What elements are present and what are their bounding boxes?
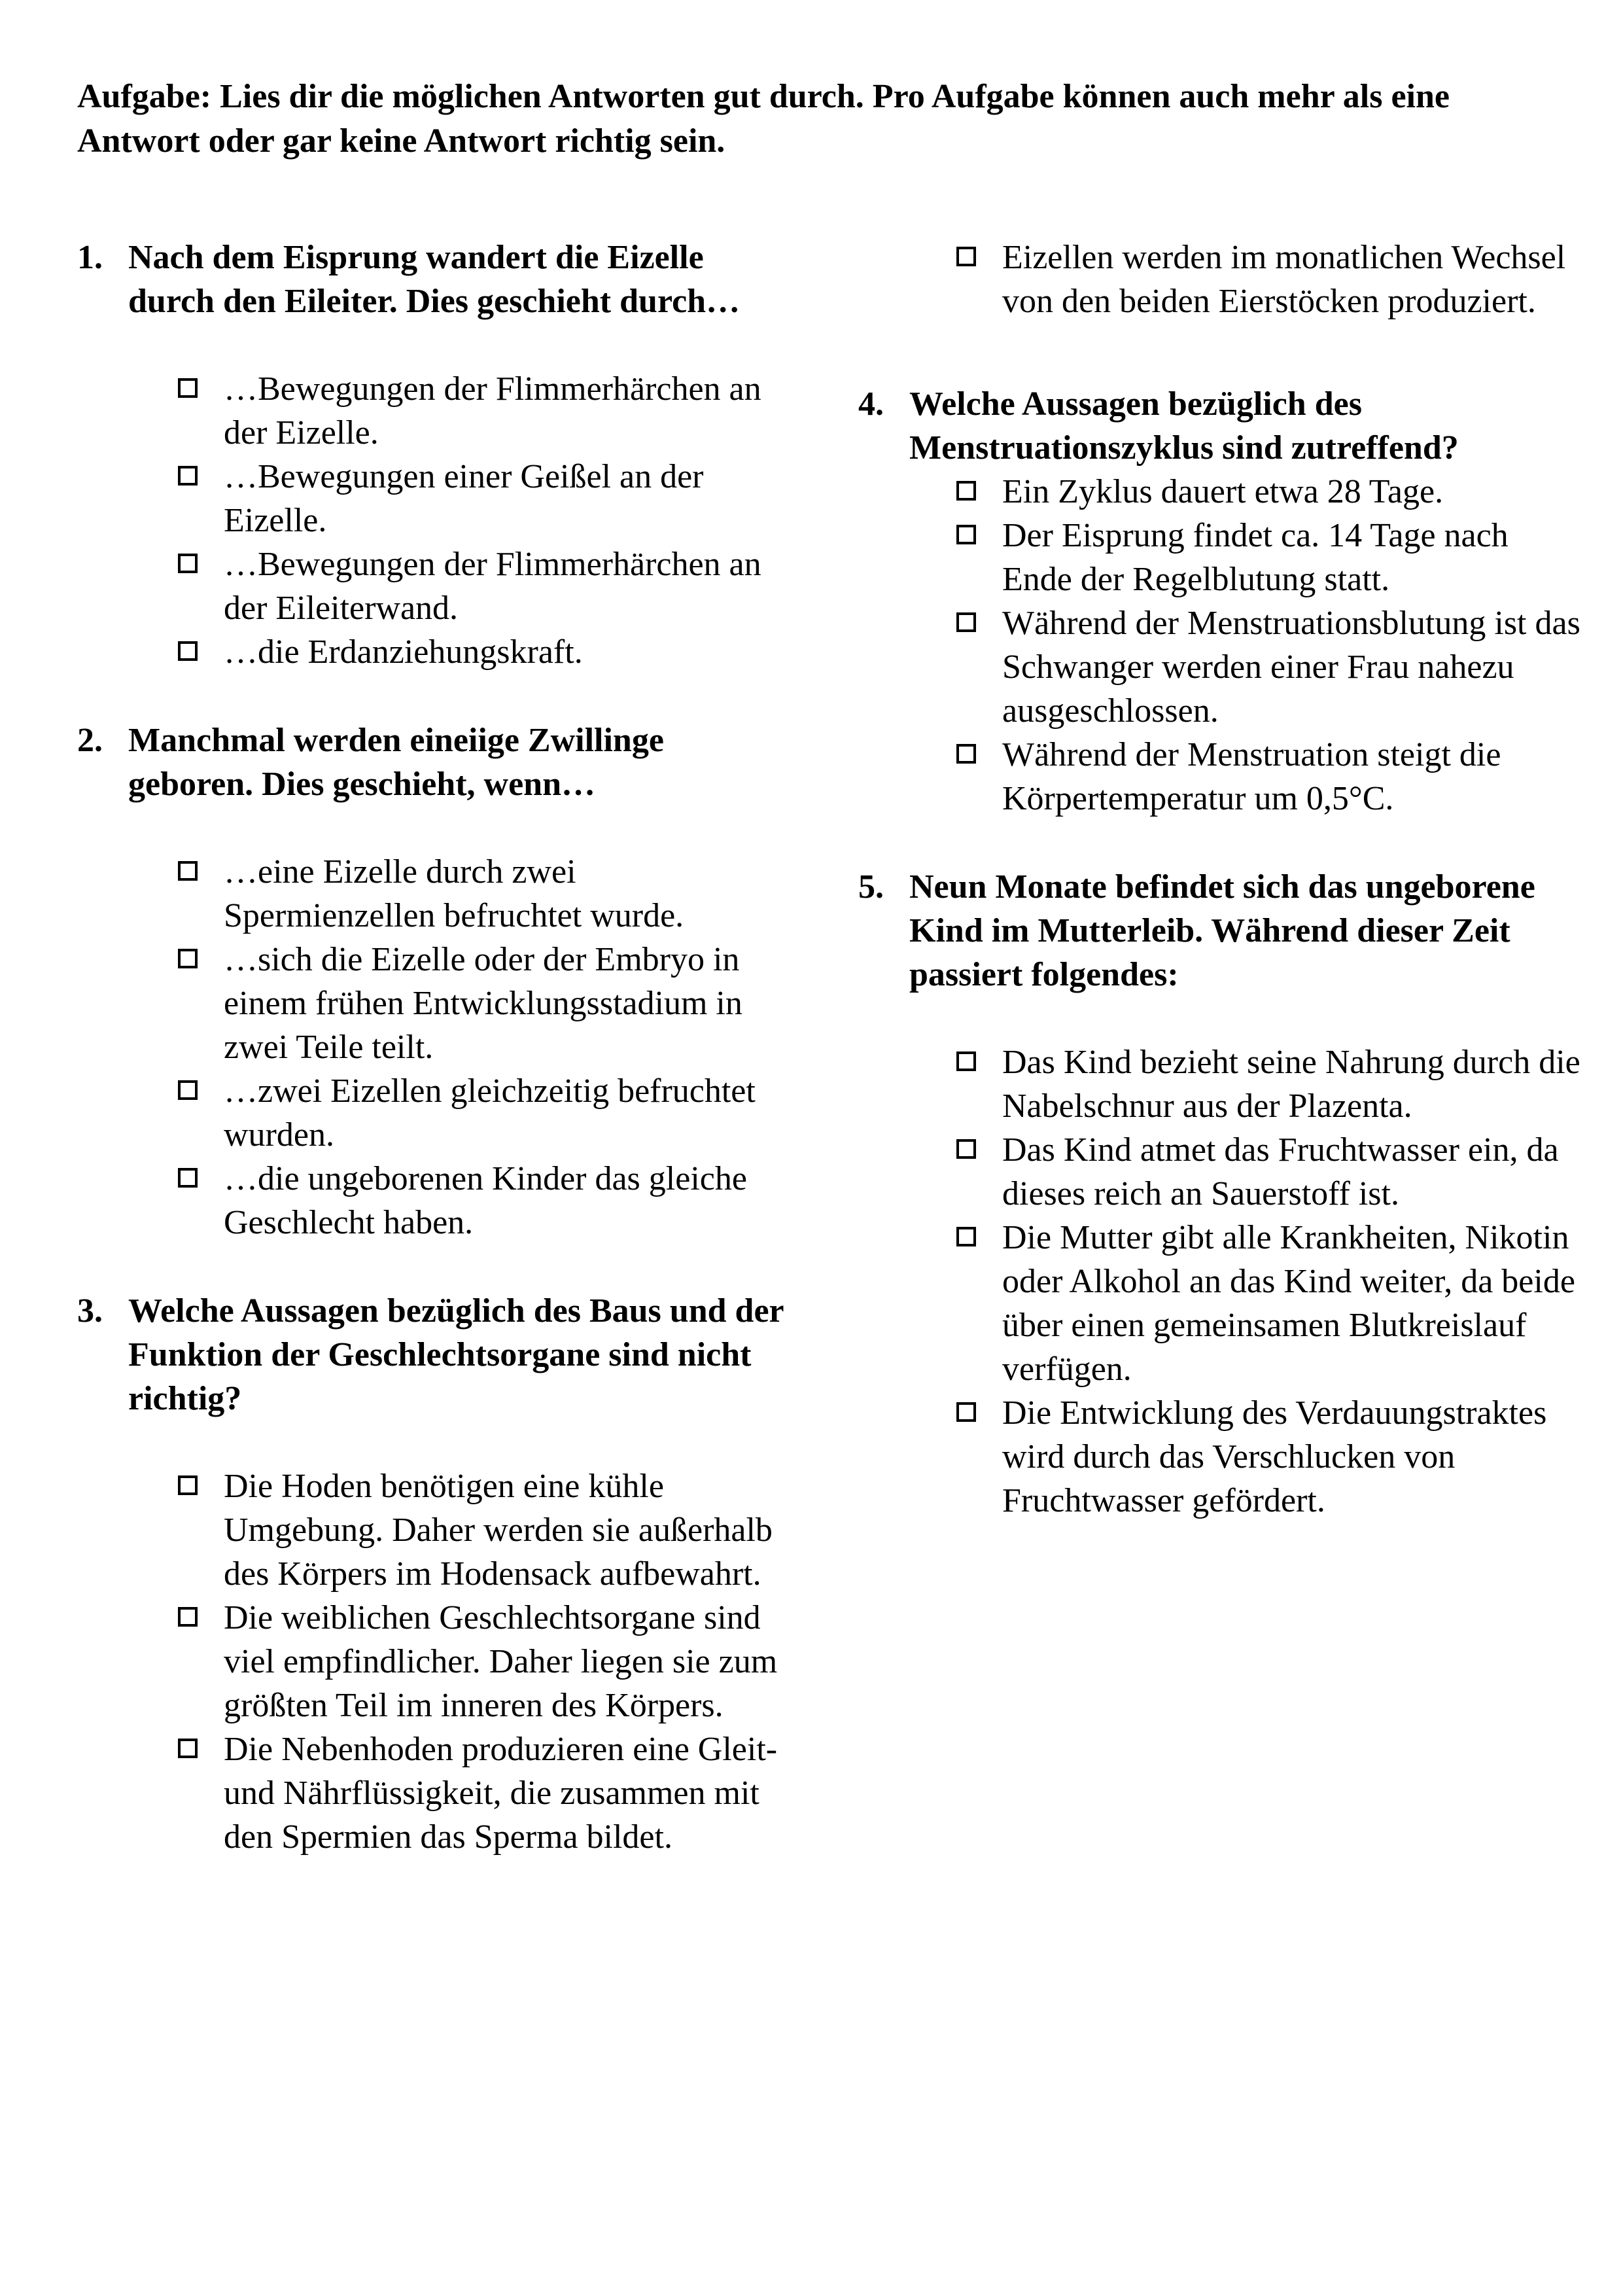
answer-option[interactable]: [956, 1391, 1584, 1523]
checkbox[interactable]: [178, 1168, 198, 1188]
option-label: Während der Menstruation steigt die Körpertemperatur um 0,5°C.: [1002, 736, 1501, 817]
checkbox[interactable]: [178, 378, 198, 398]
checkbox[interactable]: [178, 1475, 198, 1495]
checkbox[interactable]: [178, 949, 198, 968]
checkbox[interactable]: [178, 1607, 198, 1627]
answer-option[interactable]: [178, 630, 790, 674]
option-label: …Bewegungen der Flimmerhärchen an der Eizelle.: [224, 370, 761, 451]
answer-option[interactable]: [956, 601, 1584, 733]
question-5-text: [858, 865, 1584, 997]
checkbox[interactable]: [956, 744, 976, 764]
option-label: Das Kind atmet das Fruchtwasser ein, da dieses reich an Sauerstoff ist.: [1002, 1131, 1559, 1212]
checkbox[interactable]: [178, 861, 198, 881]
option-label: …die Erdanziehungskraft.: [224, 633, 583, 671]
checkbox[interactable]: [956, 247, 976, 266]
option-label: Ein Zyklus dauert etwa 28 Tage.: [1002, 473, 1444, 510]
answer-options: [956, 1040, 1584, 1523]
answer-options: [178, 1464, 790, 1859]
answer-option[interactable]: [956, 514, 1584, 601]
answer-option[interactable]: [956, 236, 1584, 323]
question-prompt: Welche Aussagen bezüglich des Baus und der Funktion der Geschlechtsorgane sind nicht richtig?: [128, 1292, 784, 1417]
option-label: Der Eisprung findet ca. 14 Tage nach Ende der Regelblutung statt.: [1002, 517, 1509, 598]
answer-option[interactable]: [178, 938, 790, 1069]
question-3: [77, 1289, 790, 1859]
option-label: Während der Menstruationsblutung ist das Schwanger werden einer Frau nahezu ausgeschlossen.: [1002, 605, 1580, 730]
question-number: 1.: [77, 239, 103, 276]
question-3-text: [77, 1289, 790, 1421]
option-label: …die ungeborenen Kinder das gleiche Geschlecht haben.: [224, 1160, 747, 1241]
checkbox[interactable]: [178, 1739, 198, 1758]
option-label: Eizellen werden im monatlichen Wechsel von den beiden Eierstöcken produziert.: [1002, 239, 1566, 320]
answer-options-continued: [956, 236, 1584, 323]
answer-option[interactable]: [178, 1069, 790, 1157]
question-1-text: [77, 236, 790, 323]
option-label: …Bewegungen einer Geißel an der Eizelle.: [224, 458, 704, 539]
answer-option[interactable]: [956, 733, 1584, 821]
answer-options: [178, 850, 790, 1245]
question-prompt: Neun Monate befindet sich das ungeborene Kind im Mutterleib. Während dieser Zeit passiert folgendes:: [909, 868, 1535, 993]
checkbox[interactable]: [178, 641, 198, 661]
question-number: 4.: [858, 385, 884, 423]
question-1: [77, 236, 790, 674]
question-number: 2.: [77, 722, 103, 759]
task-instruction: Aufgabe: Lies dir die möglichen Antworten gut durch. Pro Aufgabe können auch mehr als eine Antwort oder gar keine Antwort richtig sein.: [77, 78, 1450, 160]
option-label: Die Entwicklung des Verdauungstraktes wird durch das Verschlucken von Fruchtwasser gefördert.: [1002, 1394, 1547, 1519]
option-label: Das Kind bezieht seine Nahrung durch die Nabelschnur aus der Plazenta.: [1002, 1044, 1580, 1125]
option-label: …Bewegungen der Flimmerhärchen an der Eileiterwand.: [224, 546, 761, 627]
answer-option[interactable]: [956, 470, 1584, 514]
answer-option[interactable]: [178, 1596, 790, 1727]
option-label: Die Nebenhoden produzieren eine Gleit- und Nährflüssigkeit, die zusammen mit den Spermien das Sperma bildet.: [224, 1731, 778, 1856]
answer-option[interactable]: [178, 1727, 790, 1859]
question-2-text: [77, 718, 790, 806]
question-number: 5.: [858, 868, 884, 906]
answer-option[interactable]: [178, 367, 790, 455]
checkbox[interactable]: [178, 554, 198, 573]
left-column: [77, 236, 790, 1859]
right-column: [858, 236, 1584, 1523]
option-label: …sich die Eizelle oder der Embryo in einem frühen Entwicklungsstadium in zwei Teile teilt.: [224, 941, 742, 1066]
question-prompt: Welche Aussagen bezüglich des Menstruationszyklus sind zutreffend?: [909, 385, 1459, 467]
question-prompt: Nach dem Eisprung wandert die Eizelle durch den Eileiter. Dies geschieht durch…: [128, 239, 741, 320]
answer-option[interactable]: [956, 1040, 1584, 1128]
checkbox[interactable]: [956, 1051, 976, 1071]
option-label: Die Hoden benötigen eine kühle Umgebung. Daher werden sie außerhalb des Körpers im Hodensack aufbewahrt.: [224, 1468, 773, 1593]
option-label: …eine Eizelle durch zwei Spermienzellen befruchtet wurde.: [224, 853, 684, 934]
question-2: [77, 718, 790, 1245]
answer-option[interactable]: [178, 1157, 790, 1245]
checkbox[interactable]: [178, 1080, 198, 1100]
answer-options: [178, 367, 790, 674]
option-label: …zwei Eizellen gleichzeitig befruchtet wurden.: [224, 1072, 756, 1154]
question-prompt: Manchmal werden eineiige Zwillinge geboren. Dies geschieht, wenn…: [128, 722, 664, 803]
checkbox[interactable]: [956, 1227, 976, 1246]
question-4-text: [858, 382, 1584, 470]
checkbox[interactable]: [956, 1139, 976, 1159]
answer-option[interactable]: [956, 1128, 1584, 1216]
checkbox[interactable]: [956, 481, 976, 501]
answer-option[interactable]: [178, 1464, 790, 1596]
option-label: Die weiblichen Geschlechtsorgane sind viel empfindlicher. Daher liegen sie zum größten Teil im inneren des Körpers.: [224, 1599, 778, 1724]
answer-option[interactable]: [956, 1216, 1584, 1391]
checkbox[interactable]: [956, 612, 976, 632]
question-number: 3.: [77, 1292, 103, 1330]
checkbox[interactable]: [956, 525, 976, 544]
option-label: Die Mutter gibt alle Krankheiten, Nikotin oder Alkohol an das Kind weiter, da beide über einen gemeinsamen Blutkreislauf verfügen.: [1002, 1219, 1575, 1388]
checkbox[interactable]: [178, 466, 198, 486]
checkbox[interactable]: [956, 1402, 976, 1422]
question-5: [858, 865, 1584, 1523]
answer-options: [956, 470, 1584, 821]
question-4: [858, 382, 1584, 821]
answer-option[interactable]: [178, 850, 790, 938]
answer-option[interactable]: [178, 542, 790, 630]
answer-option[interactable]: [178, 455, 790, 542]
